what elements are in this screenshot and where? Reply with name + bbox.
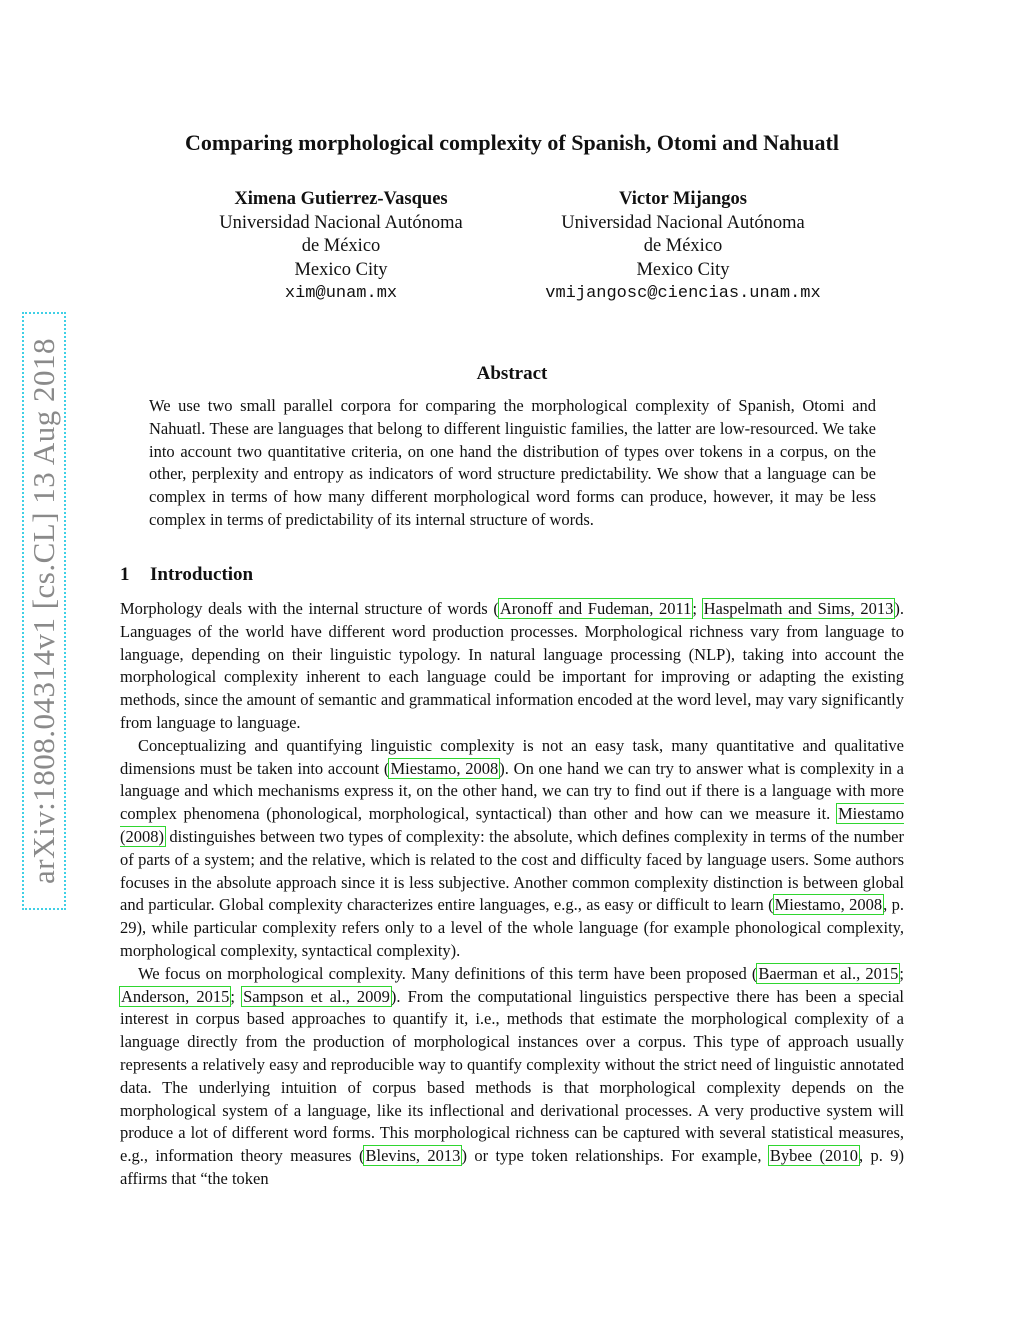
text-run: Conceptualizing and quantifying linguistic complexity is not an easy task, many quantitative and qualitative dimensions must be taken into account ( <box>120 735 904 778</box>
author-affiliation-line2: de México <box>301 236 381 256</box>
author-affiliation: Universidad Nacional Autónoma <box>219 212 463 233</box>
citation-link[interactable]: Blevins, 2013 <box>365 1146 461 1166</box>
paragraph <box>120 963 904 1191</box>
text-run: Morphology deals with the internal structure of words ( <box>120 599 499 618</box>
author-email: vmijangosc@ciencias.unam.mx <box>545 284 821 303</box>
text-run: ) or type token relationships. For example, <box>461 1146 769 1166</box>
citation-link[interactable]: Baerman et al., 2015 <box>758 963 899 983</box>
author-affiliation-line2: de México <box>643 236 723 256</box>
citation-link[interactable]: Miestamo, 2008 <box>390 758 499 778</box>
text-run: ; <box>230 986 243 1006</box>
paragraph <box>120 735 904 963</box>
arxiv-identifier-stamp <box>22 312 66 910</box>
author-block <box>161 188 521 306</box>
text-run: ). On one hand we can try to answer what is complexity in a language and which mechanisms express it, on the other hand, we can try to find out if there is a language with more complex phenomena (phonological, morphological, syntactical) than other and how can we measure it. <box>120 758 905 824</box>
text-run: , p. 9) affirms that “the token <box>120 1146 905 1188</box>
text-run: ; <box>899 963 904 983</box>
section-heading <box>120 564 253 586</box>
text-run: We focus on morphological complexity. Many definitions of this term have been proposed ( <box>138 963 758 983</box>
text-run: ). Languages of the world have different word production processes. Morphological richness vary from language to language, depending on their linguistic typology. In natural language processing (NLP), taking into account the morphological complexity inherent to each language could be important for improving or adapting the existing methods, since the amount of semantic and grammatical information encoded at the word level, may vary significantly from language to language. <box>120 599 904 732</box>
author-city: Mexico City <box>636 259 730 280</box>
author-email: xim@unam.mx <box>284 284 398 303</box>
author-affiliation: Universidad Nacional Autónoma <box>561 212 805 233</box>
author-name: Ximena Gutierrez-Vasques <box>234 189 448 209</box>
citation-link[interactable]: Anderson, 2015 <box>121 986 230 1006</box>
abstract-text: We use two small parallel corpora for comparing the morphological complexity of Spanish, Otomi and Nahuatl. These are languages that belong to different linguistic families, the latter are low-resourced. We take into account two quantitative criteria, on one hand the distribution of types over tokens in a corpus, on the other, perplexity and entropy as indicators of word structure predictability. We show that a language can be complex in terms of how many different morphological word forms can produce, however, it may be less complex in terms of predictability of its internal structure of words. <box>149 396 876 529</box>
citation-link[interactable]: Miestamo (2008) <box>120 804 904 846</box>
paragraph <box>120 598 904 735</box>
author-block <box>503 188 863 306</box>
citation-link[interactable]: Haspelmath and Sims, 2013 <box>703 599 894 618</box>
abstract-heading: Abstract <box>476 363 548 384</box>
section-number: 1 <box>120 564 130 585</box>
text-run: ). From the computational linguistics perspective there has been a special interest in corpus based approaches to quantify it, i.e., methods that estimate the morphological complexity of a language directly from the production of morphological instances over a corpus. This type of approach usually represents a relatively easy and reproducible way to quantify complexity without the strict need of linguistic annotated data. The underlying intuition of corpus based methods is that morphological complexity depends on the morphological system of a language, like its inflectional and derivational processes. A very productive system will produce a lot of different word forms. This morphological richness can be captured with several statistical measures, e.g., information theory measures ( <box>120 986 904 1166</box>
author-name: Victor Mijangos <box>619 189 747 209</box>
author-city: Mexico City <box>294 259 388 280</box>
text-run: ; <box>692 599 703 618</box>
section-title: Introduction <box>150 564 254 585</box>
paper-title: Comparing morphological complexity of Spanish, Otomi and Nahuatl <box>185 130 839 155</box>
body-text <box>120 598 904 1191</box>
citation-link[interactable]: Aronoff and Fudeman, 2011 <box>499 599 692 618</box>
citation-link[interactable]: Sampson et al., 2009 <box>243 986 390 1006</box>
citation-link[interactable]: Miestamo, 2008 <box>774 895 883 915</box>
text-run: distinguishes between two types of complexity: the absolute, which defines complexity in terms of the number of parts of a system; and the relative, which is related to the cost and difficulty faced by language users. Some authors focuses in the absolute approach since it is less subjective. Another common complexity distinction is between global and particular. Global complexity characterizes entire languages, e.g., as easy or difficult to learn ( <box>120 826 904 915</box>
arxiv-identifier-text: arXiv:1808.04314v1 [cs.CL] 13 Aug 2018 <box>26 338 61 884</box>
citation-link[interactable]: Bybee (2010 <box>769 1146 858 1166</box>
text-run: , p. 29), while particular complexity refers only to a level of the whole language (for example phonological complexity, morphological complexity, syntactical complexity). <box>120 895 905 960</box>
